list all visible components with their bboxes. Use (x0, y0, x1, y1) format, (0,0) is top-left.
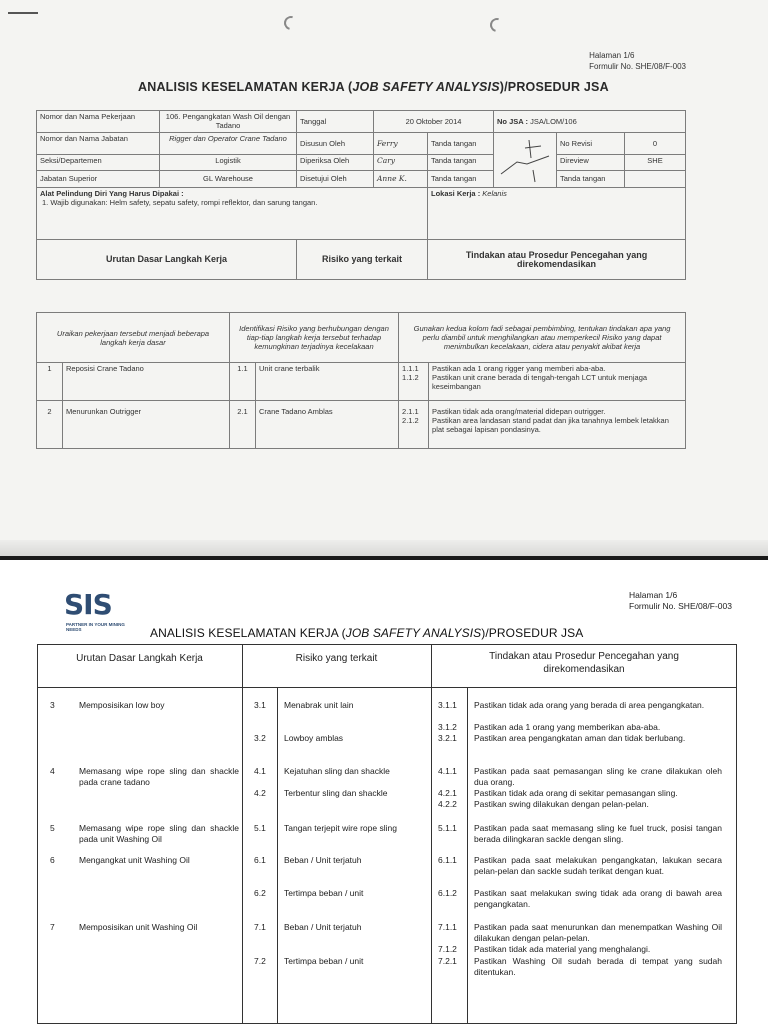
label-nomor-nama-jabatan: Nomor dan Nama Jabatan (37, 133, 160, 155)
risk-text: Menabrak unit lain (284, 700, 354, 710)
apd-cell (37, 188, 428, 240)
risk-text: Kejatuhan sling dan shackle (284, 766, 390, 776)
value-nomor-nama-jabatan: Rigger dan Operator Crane Tadano (160, 133, 297, 155)
risk-text: Tertimpa beban / unit (284, 888, 364, 898)
label-disetujui: Disetujui Oleh (297, 170, 374, 187)
risk-text: Crane Tadano Amblas (256, 401, 399, 449)
signature-diperiksa: Cary (374, 155, 428, 170)
action-number: 7.1.1 (438, 922, 457, 932)
action-text: Pastikan swing dilakukan dengan pelan-pelan. (474, 799, 649, 809)
punch-hole-right (487, 15, 506, 34)
risk-text: Unit crane terbalik (256, 363, 399, 401)
step-text: Menurunkan Outrigger (63, 401, 230, 449)
column-divider (467, 687, 468, 1024)
action-number: 4.2.1 (438, 788, 457, 798)
guide-urutan: Uraikan pekerjaan tersebut menjadi beberapa langkah kerja dasar (37, 313, 230, 363)
signature-disusun: Ferry (374, 133, 428, 155)
action-text: Pastikan pada saat melakukan pengangkatan, lakukan secara pelan-pelan dan sackle sudah terikat dengan kuat. (474, 855, 722, 876)
step-number: 2 (37, 401, 63, 449)
action-numbers: 1.1.1 1.1.2 (399, 363, 429, 401)
apd-text: 1. Wajib digunakan: Helm safety, sepatu safety, rompi reflektor, dan sarung tangan. (42, 198, 318, 207)
header-divider (37, 687, 737, 688)
signature-box (494, 133, 557, 188)
value-tanggal: 20 Oktober 2014 (374, 111, 494, 133)
steps-table (36, 312, 686, 449)
action-text: Pastikan pada saat pemasangan sling ke crane dilakukan oleh dua orang. (474, 766, 722, 787)
step-text: Reposisi Crane Tadano (63, 363, 230, 401)
action-text: Pastikan tidak ada orang yang berada di area pengangkatan. (474, 700, 705, 710)
action-text: Pastikan pada saat menurunkan dan menempatkan Washing Oil dilakukan dengan pelan-pelan. (474, 922, 722, 943)
action-text: Pastikan ada 1 orang yang memberikan aba-aba. (474, 722, 661, 732)
value-jabatan-superior: GL Warehouse (160, 170, 297, 187)
step-number: 1 (37, 363, 63, 401)
label-jabatan-superior: Jabatan Superior (37, 170, 160, 187)
step-text: Memasang wipe rope sling dan shackle pada crane tadano (79, 766, 239, 787)
guide-risiko: Identifikasi Risiko yang berhubungan dengan tiap-tiap langkah kerja tersebut terhadap kemungkinan terjadinya kecelakaan (230, 313, 399, 363)
action-text: Pastikan Washing Oil sudah berada di tempat yang sudah ditentukan. (474, 956, 722, 977)
header-urutan: Urutan Dasar Langkah Kerja (76, 653, 203, 664)
action-text: Pastikan area pengangkatan aman dan tidak berlubang. (474, 733, 686, 743)
label-no-revisi: No Revisi (557, 133, 625, 155)
empty-cell (625, 170, 686, 187)
table-row (37, 401, 686, 449)
risk-number: 7.2 (254, 956, 266, 966)
header-urutan: Urutan Dasar Langkah Kerja (37, 240, 297, 280)
action-number: 3.2.1 (438, 733, 457, 743)
action-number: 4.1.1 (438, 766, 457, 776)
label-tanda-tangan-4: Tanda tangan (557, 170, 625, 187)
action-text: Pastikan tidak ada material yang menghalangi. (474, 944, 651, 954)
label-tanda-tangan-3: Tanda tangan (428, 170, 494, 187)
apd-label: Alat Pelindung Diri Yang Harus Dipakai : (40, 189, 184, 198)
action-number: 4.2.2 (438, 799, 457, 809)
page-header-info (589, 50, 686, 72)
risk-number: 2.1 (230, 401, 256, 449)
page-number: Halaman 1/6 (629, 590, 678, 600)
action-text: Pastikan saat melakukan swing tidak ada orang di bawah area pengangkatan. (474, 888, 722, 909)
logo-tagline: PARTNER IN YOUR MINING NEEDS (66, 622, 125, 632)
step-text: Memposisikan unit Washing Oil (79, 922, 198, 932)
page-title: ANALISIS KESELAMATAN KERJA (JOB SAFETY ANALYSIS)/PROSEDUR JSA (150, 626, 584, 640)
table-row (37, 363, 686, 401)
header-risiko: Risiko yang terkait (297, 240, 428, 280)
company-logo (64, 588, 134, 634)
column-divider (431, 644, 432, 1024)
no-jsa-cell: No JSA : JSA/LOM/106 (494, 111, 686, 133)
label-nomor-nama-pekerjaan: Nomor dan Nama Pekerjaan (37, 111, 160, 133)
risk-text: Beban / Unit terjatuh (284, 855, 362, 865)
risk-number: 6.2 (254, 888, 266, 898)
label-tanggal: Tanggal (297, 111, 374, 133)
header-tindakan: Tindakan atau Prosedur Pencegahan yang direkomendasikan (428, 240, 686, 280)
value-seksi: Logistik (160, 155, 297, 170)
action-texts: Pastikan tidak ada orang/material didepan outrigger. Pastikan area landasan stand padat dan jika tanahnya lembek letakkan plat sebagai lapisan pondasinya. (429, 401, 686, 449)
risk-text: Terbentur sling dan shackle (284, 788, 388, 798)
risk-text: Tertimpa beban / unit (284, 956, 364, 966)
column-divider (242, 644, 243, 1024)
label-disusun: Disusun Oleh (297, 133, 374, 155)
risk-text: Lowboy amblas (284, 733, 344, 743)
label-seksi: Seksi/Departemen (37, 155, 160, 170)
step-text: Mengangkat unit Washing Oil (79, 855, 190, 865)
page-header-info (629, 590, 732, 612)
label-tanda-tangan-1: Tanda tangan (428, 133, 494, 155)
page-number: Halaman 1/6 (589, 51, 635, 60)
risk-number: 7.1 (254, 922, 266, 932)
label-tanda-tangan-2: Tanda tangan (428, 155, 494, 170)
value-direview: SHE (625, 155, 686, 170)
value-nomor-nama-pekerjaan: 106. Pengangkatan Wash Oil dengan Tadano (160, 111, 297, 133)
action-number: 6.1.1 (438, 855, 457, 865)
guide-tindakan: Gunakan kedua kolom fadi sebagai pembimbing, tentukan tindakan apa yang perlu diambil untuk menghilangkan atau memperkecil Risiko yang dapat menimbulkan kecelakaan, cidera atau penyakit akibat kerja (399, 313, 686, 363)
signature-disetujui: Anne K. (374, 170, 428, 187)
page-title: ANALISIS KESELAMATAN KERJA (JOB SAFETY ANALYSIS)/PROSEDUR JSA (138, 80, 609, 94)
page-edge-shadow (0, 540, 768, 556)
form-number: Formulir No. SHE/08/F-003 (629, 601, 732, 611)
step-number: 3 (50, 700, 55, 710)
action-text: Pastikan pada saat memasang sling ke fuel truck, posisi tangan berada dilingkaran sackle dengan sling. (474, 823, 722, 844)
action-text: Pastikan tidak ada orang di sekitar pemasangan sling. (474, 788, 678, 798)
action-numbers: 2.1.1 2.1.2 (399, 401, 429, 449)
action-number: 5.1.1 (438, 823, 457, 833)
lokasi-cell: Lokasi Kerja : Kelanis (428, 188, 686, 240)
scan-mark (8, 12, 38, 14)
risk-number: 3.2 (254, 733, 266, 743)
risk-number: 4.2 (254, 788, 266, 798)
step-number: 4 (50, 766, 55, 776)
action-texts: Pastikan ada 1 orang rigger yang memberi aba-aba. Pastikan unit crane berada di tengah-tengah LCT untuk menjaga keseimbangan (429, 363, 686, 401)
step-number: 6 (50, 855, 55, 865)
risk-number: 5.1 (254, 823, 266, 833)
handwritten-signature-icon (497, 134, 553, 184)
action-number: 6.1.2 (438, 888, 457, 898)
action-number: 3.1.1 (438, 700, 457, 710)
risk-number: 6.1 (254, 855, 266, 865)
risk-number: 1.1 (230, 363, 256, 401)
logo-wordmark: SIS (64, 588, 112, 621)
risk-text: Tangan terjepit wire rope sling (284, 823, 397, 833)
punch-hole-left (281, 13, 300, 32)
form-number: Formulir No. SHE/08/F-003 (589, 62, 686, 71)
risk-number: 3.1 (254, 700, 266, 710)
label-diperiksa: Diperiksa Oleh (297, 155, 374, 170)
header-tindakan: Tindakan atau Prosedur Pencegahan yang direkomendasikan (489, 651, 679, 675)
value-no-revisi: 0 (625, 133, 686, 155)
step-text: Memposisikan low boy (79, 700, 165, 710)
job-info-table (36, 110, 686, 280)
risk-number: 4.1 (254, 766, 266, 776)
risk-text: Beban / Unit terjatuh (284, 922, 362, 932)
form-page-2 (0, 560, 768, 1024)
action-number: 7.1.2 (438, 944, 457, 954)
step-text: Memasang wipe rope sling dan shackle pada unit Washing Oil (79, 823, 239, 844)
step-number: 7 (50, 922, 55, 932)
action-number: 3.1.2 (438, 722, 457, 732)
label-direview: Direview (557, 155, 625, 170)
action-number: 7.2.1 (438, 956, 457, 966)
column-divider (277, 687, 278, 1024)
step-number: 5 (50, 823, 55, 833)
header-risiko: Risiko yang terkait (295, 653, 378, 664)
